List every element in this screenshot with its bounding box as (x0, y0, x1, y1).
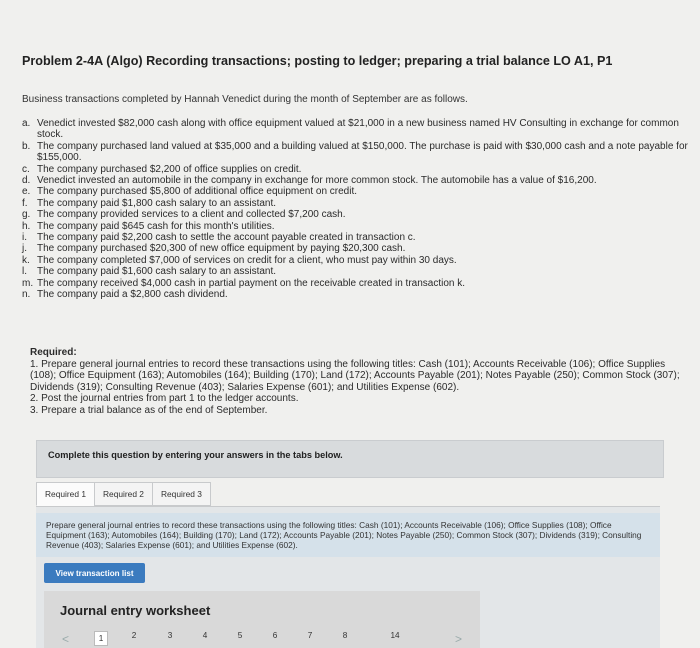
page-button-1[interactable]: 1 (94, 631, 108, 646)
list-item-text: The company paid $2,200 cash to settle the account payable created in transaction c. (37, 232, 416, 244)
list-item (22, 221, 692, 232)
list-item-text: The company paid $1,600 cash salary to an assistant. (37, 266, 277, 278)
list-item-text: The company completed $7,000 of services on credit for a client, who must pay within 30 days. (37, 254, 457, 266)
tab-required-1[interactable]: Required 1 (36, 482, 95, 506)
list-item-text: The company paid $1,800 cash salary to an assistant. (37, 197, 277, 209)
required-item: 1. Prepare general journal entries to record these transactions using the following titles: Cash (101); Accounts Receivable (106); Office Supplies (108); Office Equipment (163); Automobiles (164); Building (170); Land (172); Accounts Payable (201); Notes Payable (250); Common Stock (307); Dividends (319); Consulting Revenue (403); Salaries Expense (601); and Utilities Expense (602). (30, 358, 680, 393)
problem-intro: Business transactions completed by Hannah Venedict during the month of September are as follows. (22, 94, 468, 105)
list-item (22, 232, 692, 243)
worksheet-pager (60, 630, 470, 648)
problem-title: Problem 2-4A (Algo) Recording transactions; posting to ledger; preparing a trial balance LO A1, P1 (22, 54, 613, 68)
chevron-right-icon[interactable]: > (455, 632, 463, 646)
list-item-label: l. (22, 266, 27, 278)
list-item (22, 186, 692, 197)
list-item (22, 141, 692, 164)
tab-required-2[interactable]: Required 2 (94, 482, 153, 506)
list-item-text: The company provided services to a client and collected $7,200 cash. (37, 209, 346, 221)
list-item-label: f. (22, 197, 28, 209)
list-item-text: The company received $4,000 cash in partial payment on the receivable created in transaction k. (37, 277, 466, 289)
worksheet-title: Journal entry worksheet (60, 603, 211, 618)
list-item-label: n. (22, 289, 31, 301)
page-button-5[interactable]: 5 (237, 631, 243, 640)
list-item (22, 266, 692, 277)
required-heading: Required: (30, 347, 77, 358)
list-item (22, 198, 692, 209)
list-item-text: Venedict invested an automobile in the company in exchange for more common stock. The automobile has a value of $16,200. (37, 175, 597, 187)
list-item-text: Venedict invested $82,000 cash along with office equipment valued at $21,000 in a new business named HV Consulting in exchange for common stock. (37, 118, 679, 141)
list-item-label: m. (22, 277, 34, 289)
list-item-text: The company purchased $20,300 of new office equipment by paying $20,300 cash. (37, 243, 406, 255)
page-button-3[interactable]: 3 (167, 631, 173, 640)
complete-question-banner: Complete this question by entering your answers in the tabs below. (36, 440, 664, 478)
list-item (22, 243, 692, 254)
required-tabs (36, 482, 210, 508)
list-item (22, 175, 692, 186)
list-item-text: The company purchased $5,800 of additional office equipment on credit. (37, 186, 358, 198)
list-item-label: c. (22, 163, 30, 175)
list-item-text: The company paid a $2,800 cash dividend. (37, 289, 228, 301)
chevron-left-icon[interactable]: < (62, 632, 70, 646)
list-item-text: The company purchased land valued at $35,000 and a building valued at $150,000. The purchase is paid with $30,000 cash and a note payable for $155,000. (37, 140, 688, 164)
list-item (22, 278, 692, 289)
list-item-label: k. (22, 254, 30, 266)
page-button-8[interactable]: 8 (342, 631, 348, 640)
page-button-7[interactable]: 7 (307, 631, 313, 640)
list-item (22, 255, 692, 266)
list-item (22, 164, 692, 175)
list-item-label: d. (22, 175, 31, 187)
list-item-label: b. (22, 140, 31, 152)
list-item (22, 209, 692, 220)
transaction-list (22, 118, 692, 301)
list-item-label: h. (22, 220, 31, 232)
page-button-6[interactable]: 6 (272, 631, 278, 640)
list-item-text: The company purchased $2,200 of office supplies on credit. (37, 163, 302, 175)
list-item-label: e. (22, 186, 31, 198)
tab-required-3[interactable]: Required 3 (152, 482, 211, 506)
list-item (22, 289, 692, 300)
required-item: 2. Post the journal entries from part 1 to the ledger accounts. (30, 393, 299, 405)
page-button-14[interactable]: 14 (390, 631, 400, 640)
page-button-2[interactable]: 2 (131, 631, 137, 640)
view-transaction-list-button[interactable]: View transaction list (44, 563, 145, 583)
list-item-label: i. (22, 232, 27, 244)
page-button-4[interactable]: 4 (202, 631, 208, 640)
panel-instructions: Prepare general journal entries to record these transactions using the following titles: Cash (101); Accounts Receivable (106); Office Supplies (108); Office Equipment (163); Automobiles (164); Building (170); Land (172); Accounts Payable (201); Notes Payable (250); Common Stock (307); Dividends (319); Consulting Revenue (403); Salaries Expense (601); and Utilities Expense (602). (36, 513, 660, 557)
list-item-label: a. (22, 118, 31, 129)
required-section (30, 347, 680, 417)
list-item (22, 118, 692, 141)
list-item-label: j. (22, 243, 27, 255)
list-item-text: The company paid $645 cash for this month's utilities. (37, 220, 275, 232)
list-item-label: g. (22, 209, 31, 221)
required-item: 3. Prepare a trial balance as of the end of September. (30, 404, 268, 416)
